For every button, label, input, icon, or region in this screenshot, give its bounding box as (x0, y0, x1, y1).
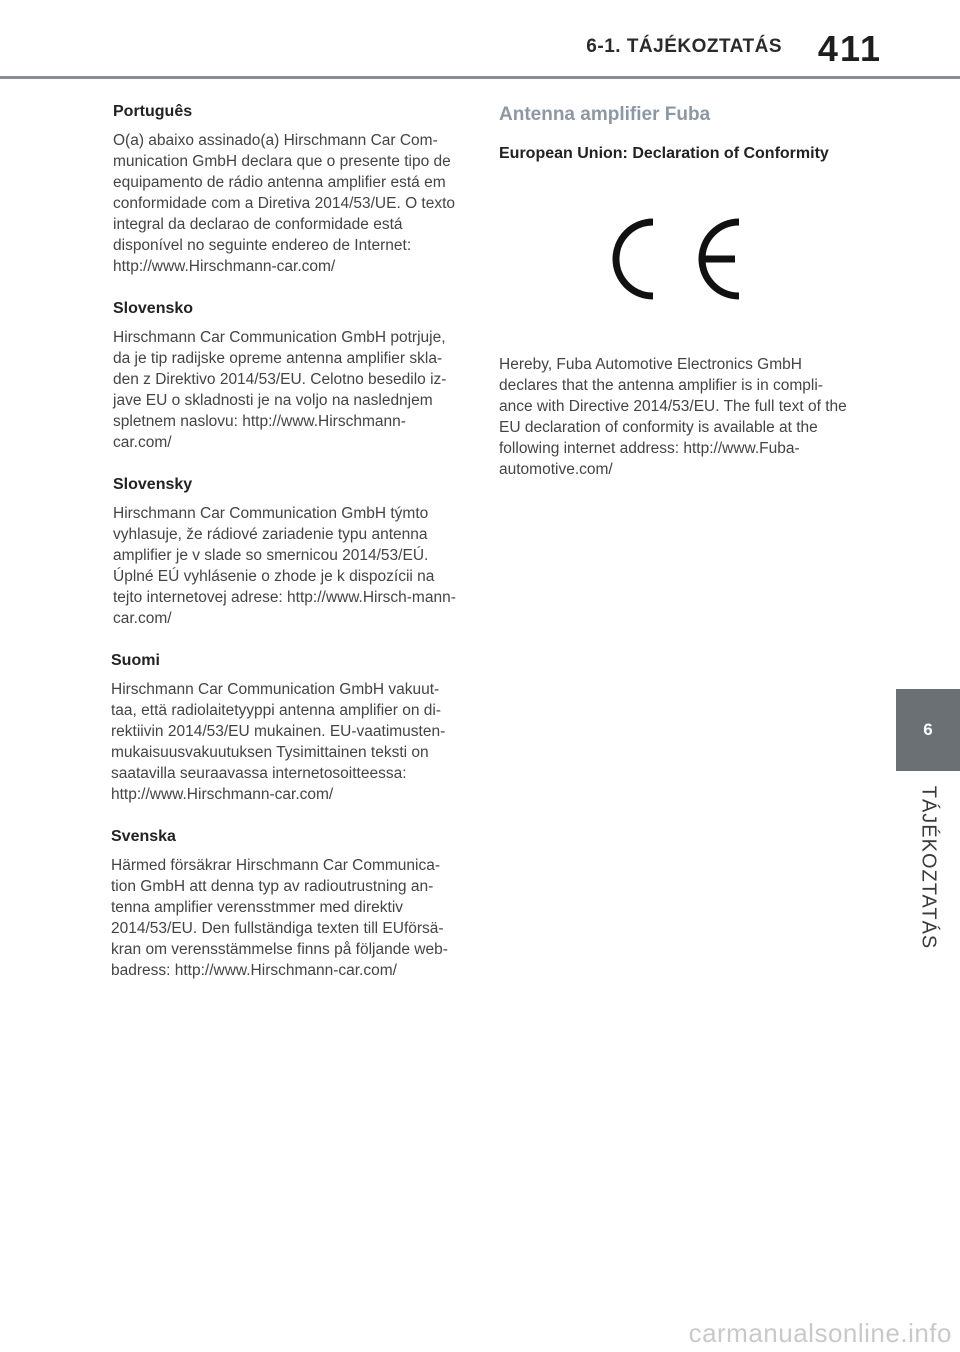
section-subtitle: European Union: Declaration of Conformity (499, 145, 829, 162)
section-body: Härmed försäkrar Hirschmann Car Communica-tion GmbH att denna typ av radioutrustning an-tenna amplifier verensstmmer med direktiv 2014/53/EU. Den fullständiga texten till EUförsä-kran om verensstämmelse finns på följande web-badress: http://www.Hirschmann-car.com/ (111, 857, 448, 979)
section-heading: Português (113, 103, 193, 120)
section-body: Hirschmann Car Communication GmbH vakuut-taa, että radiolaitetyyppi antenna amplifier on di-rektiivin 2014/53/EU mukainen. EU-vaatimusten-mukaisuusvakuutuksen Tysimittainen teksti on saatavilla seuraavassa internetosoitteessa: http://www.Hirschmann-car.com/ (111, 681, 446, 803)
section-svenska (111, 825, 463, 981)
section-title: Antenna amplifier Fuba (499, 104, 711, 125)
section-body: Hirschmann Car Communication GmbH potrjuje, da je tip radijske opreme antenna amplifier skla-den z Direktivo 2014/53/EU. Celotno besedilo iz-jave EU o skladnosti je na voljo na naslednjem spletnem naslovu: http://www.Hirschmann-car.com/ (113, 329, 447, 451)
chapter-tab-number: 6 (923, 720, 933, 739)
conformity-text: Hereby, Fuba Automotive Electronics GmbH declares that the antenna amplifier is in compli-ance with Directive 2014/53/EU. The full text of the EU declaration of conformity is available at the following internet address: http://www.Fuba-automotive.com/ (499, 356, 847, 478)
section-body: O(a) abaixo assinado(a) Hirschmann Car Com-munication GmbH declara que o presente tipo de equipamento de rádio antenna amplifier está em conformidade com a Diretiva 2014/53/UE. O texto integral da declarao de conformidade está disponível no seguinte endereo de Internet: http://www.Hirschmann-car.com/ (113, 132, 456, 275)
page-header (0, 0, 960, 80)
section-heading: Svenska (111, 828, 176, 845)
chapter-side-label-text: TÁJÉKOZTATÁS (917, 785, 940, 949)
section-slovensky (111, 473, 463, 629)
chapter-title: 6-1. TÁJÉKOZTATÁS (586, 36, 782, 57)
section-heading: Slovensko (113, 300, 194, 317)
section-portugues (111, 100, 463, 277)
ce-mark-icon (611, 214, 743, 304)
section-slovensko (111, 297, 463, 453)
section-suomi (111, 649, 463, 805)
chapter-side-label (896, 782, 960, 952)
footer-watermark: carmanualsonline.info (688, 1318, 952, 1348)
section-heading: Suomi (111, 652, 160, 669)
section-heading: Slovensky (113, 476, 193, 493)
page-number: 411 (817, 28, 882, 69)
right-column (499, 100, 851, 496)
chapter-tab[interactable] (896, 689, 960, 771)
header-divider (0, 76, 960, 79)
left-column (111, 100, 463, 1001)
section-body: Hirschmann Car Communication GmbH týmto vyhlasuje, že rádiové zariadenie typu antenna amplifier je v slade so smernicou 2014/53/EÚ. Úplné EÚ vyhlásenie o zhode je k dispozícii na tejto internetovej adrese: http://www.Hirsch-mann-car.com/ (113, 505, 456, 627)
